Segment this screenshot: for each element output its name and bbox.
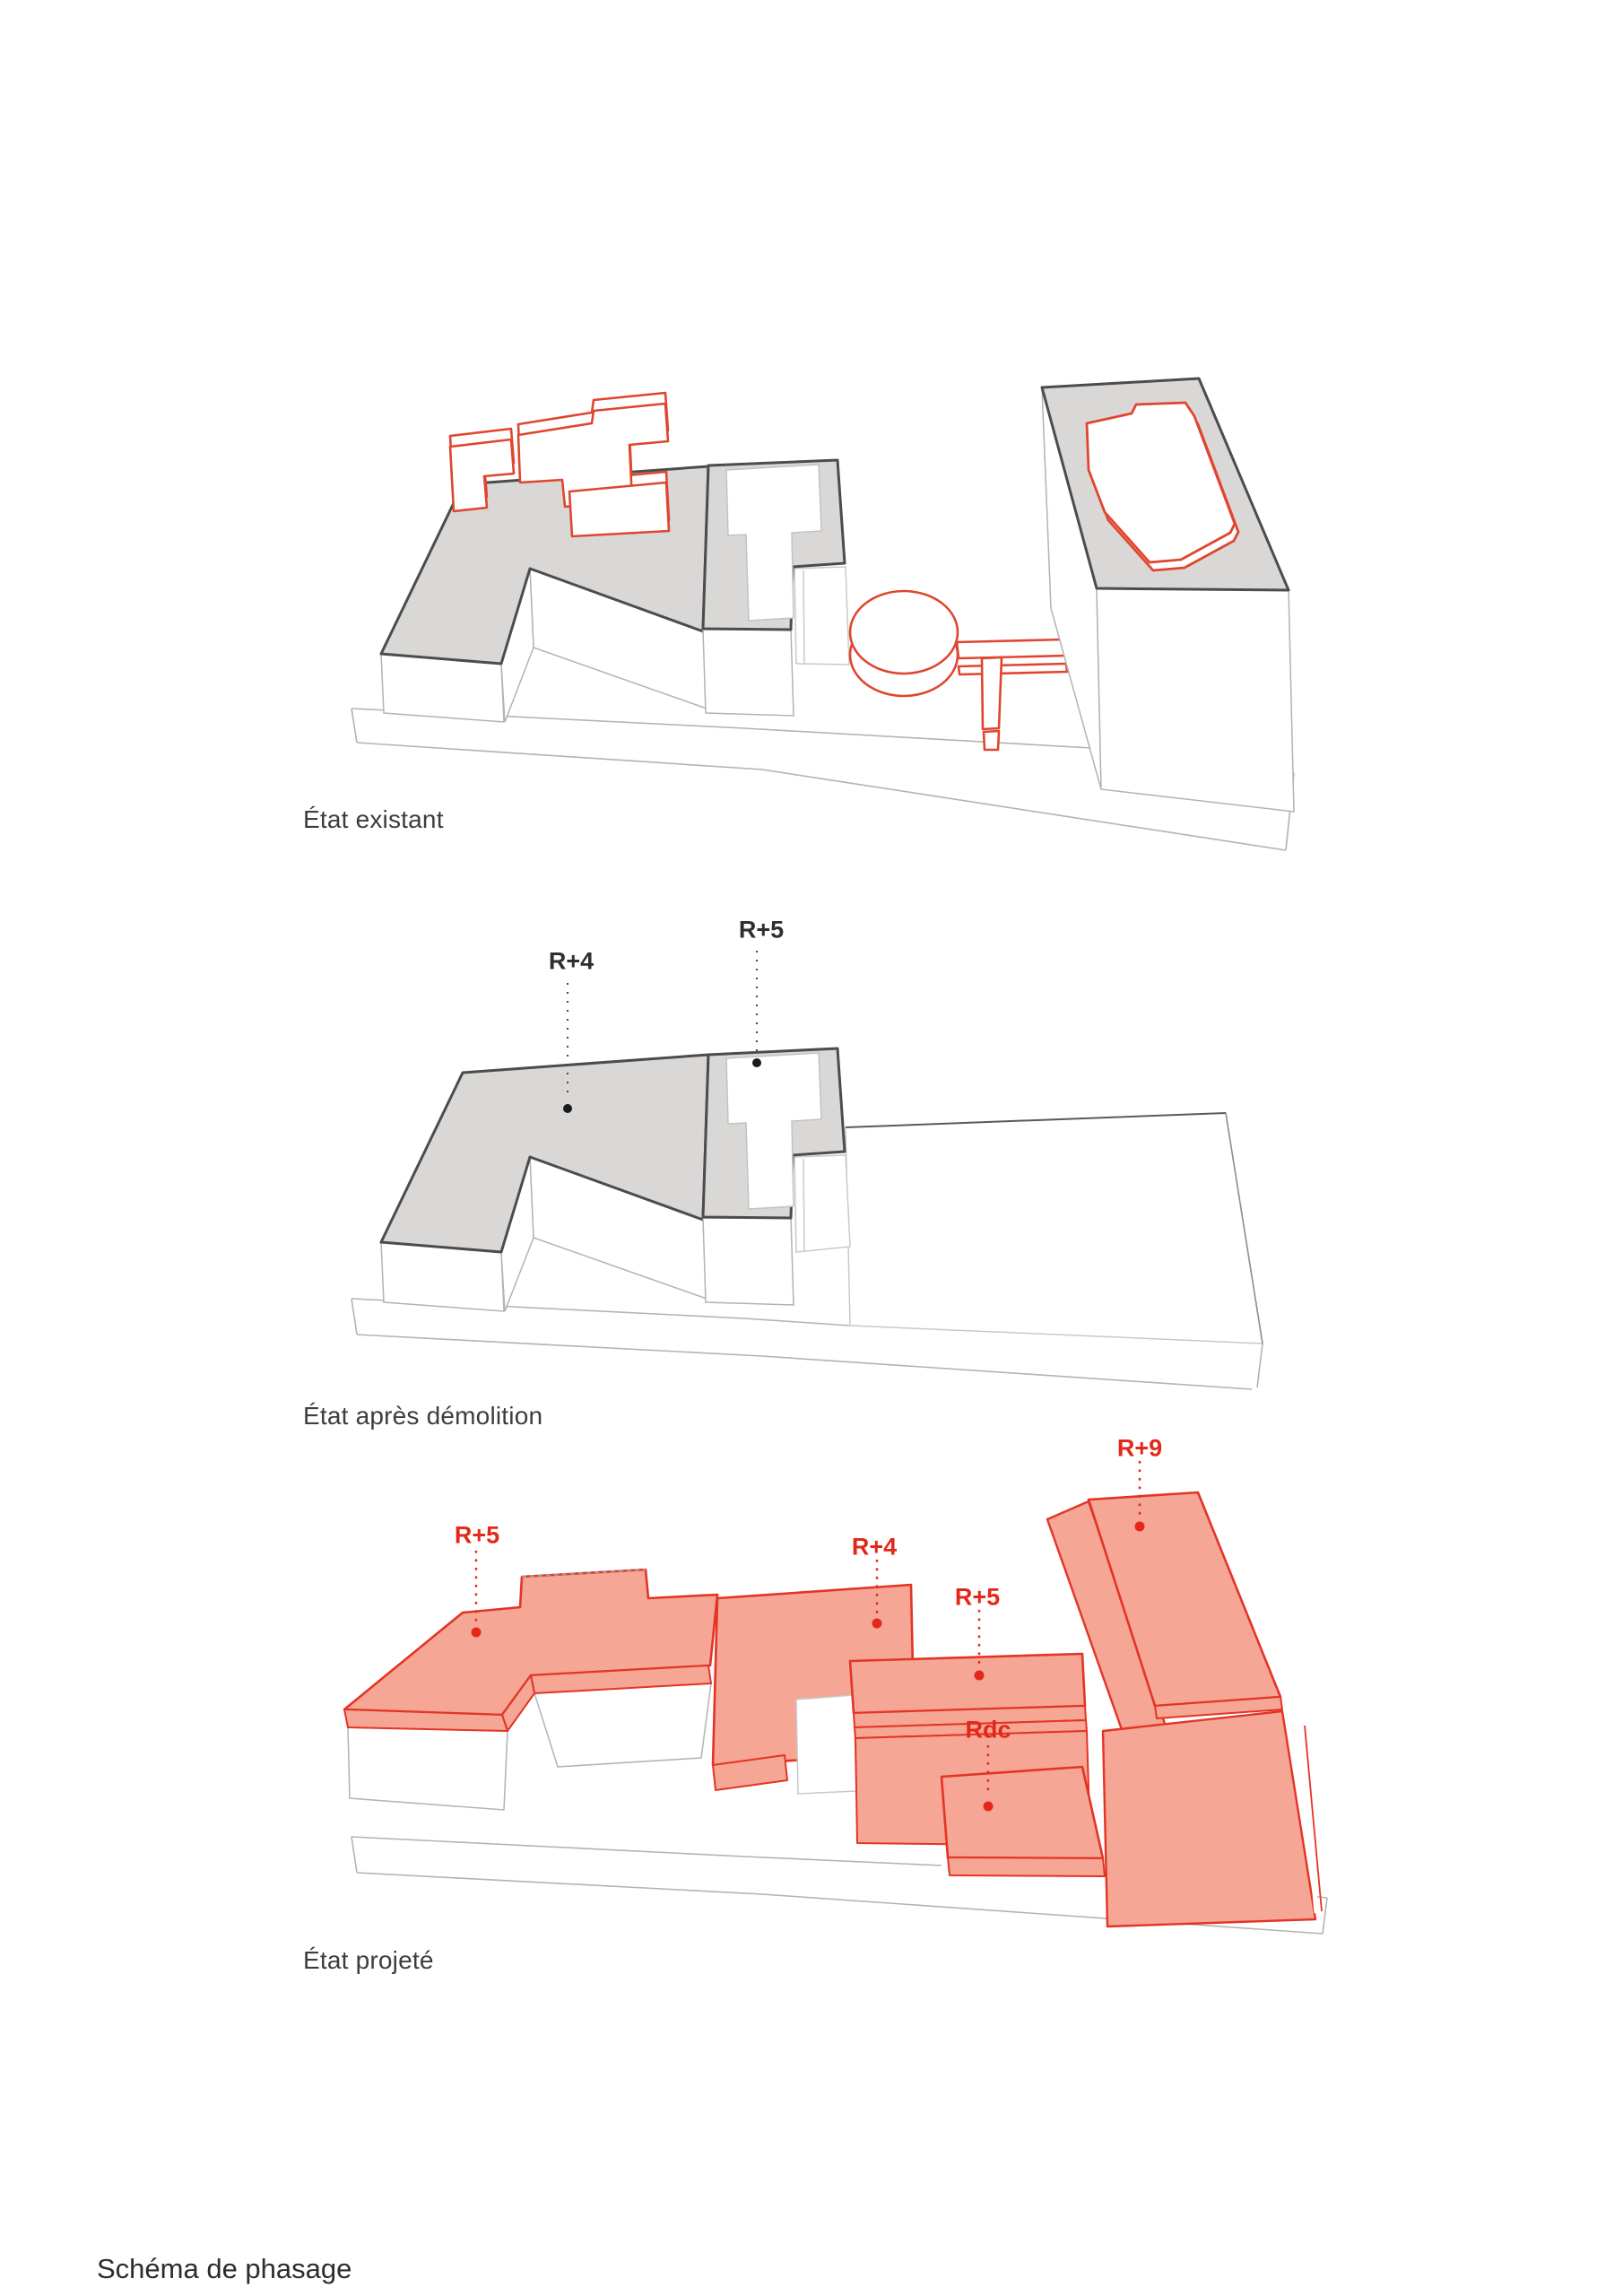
floor-label-r5-left-projected: R+5 bbox=[454, 1521, 500, 1549]
caption-after-demolition: État après démolition bbox=[303, 1402, 543, 1430]
middle-building bbox=[703, 460, 849, 716]
right-parcel-block bbox=[846, 1113, 1263, 1344]
projected-state-diagram bbox=[296, 1435, 1354, 1937]
after-demolition-diagram bbox=[296, 897, 1327, 1399]
floor-label-r4-demolition: R+4 bbox=[548, 947, 595, 975]
floor-label-r4-projected: R+4 bbox=[851, 1533, 898, 1561]
page-title: Schéma de phasage bbox=[97, 2253, 352, 2284]
floor-label-r9-projected: R+9 bbox=[1116, 1434, 1163, 1462]
floor-label-r5-demolition: R+5 bbox=[738, 916, 785, 944]
leader-r5 bbox=[752, 951, 761, 1067]
existing-state-diagram bbox=[296, 359, 1327, 848]
new-rdc-wing bbox=[942, 1767, 1105, 1876]
caption-existing-state: État existant bbox=[303, 805, 444, 833]
middle-building bbox=[703, 1048, 850, 1305]
floor-label-rdc-projected: Rdc bbox=[965, 1716, 1011, 1744]
new-left-building bbox=[344, 1570, 717, 1810]
left-building bbox=[381, 1055, 708, 1311]
demolition-circle-and-t bbox=[850, 591, 1067, 750]
floor-label-r5-mid-projected: R+5 bbox=[954, 1583, 1001, 1611]
caption-projected-state: État projeté bbox=[303, 1946, 434, 1974]
